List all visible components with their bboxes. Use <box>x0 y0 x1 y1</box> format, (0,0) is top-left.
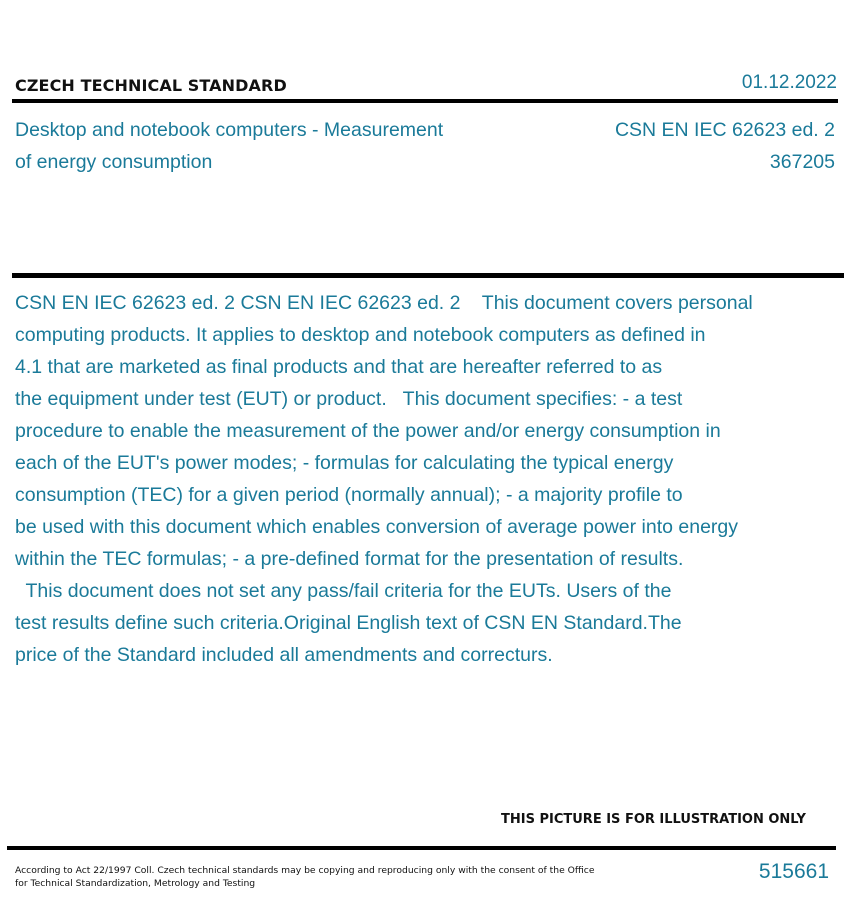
abstract-line: CSN EN IEC 62623 ed. 2 CSN EN IEC 62623 ed. 2 This document covers personal <box>15 292 753 314</box>
abstract-line: the equipment under test (EUT) or product. This document specifies: - a test <box>15 388 683 410</box>
abstract-line: be used with this document which enables conversion of average power into energy <box>15 516 739 538</box>
document-type-label: CZECH TECHNICAL STANDARD <box>15 76 287 95</box>
abstract-line: price of the Standard included all amendments and correcturs. <box>15 644 553 666</box>
legal-notice-line: According to Act 22/1997 Coll. Czech technical standards may be copying and reproducing only with the consent of the Office <box>15 865 595 876</box>
abstract-line: test results define such criteria.Original English text of CSN EN Standard.The <box>15 612 682 634</box>
standard-title-line: of energy consumption <box>15 151 213 173</box>
illustration-disclaimer: THIS PICTURE IS FOR ILLUSTRATION ONLY <box>501 812 806 827</box>
abstract-line: procedure to enable the measurement of the power and/or energy consumption in <box>15 420 721 442</box>
abstract-line: consumption (TEC) for a given period (normally annual); - a majority profile to <box>15 484 683 506</box>
standard-title-line: Desktop and notebook computers - Measurement <box>15 119 444 141</box>
standard-designation: CSN EN IEC 62623 ed. 2 <box>614 119 835 141</box>
catalog-code: 515661 <box>758 860 829 883</box>
legal-notice-line: for Technical Standardization, Metrology and Testing <box>15 878 256 889</box>
top-divider <box>12 99 838 103</box>
standard-title <box>15 114 505 178</box>
abstract-line: This document does not set any pass/fail criteria for the EUTs. Users of the <box>15 580 672 602</box>
middle-divider <box>12 273 844 278</box>
abstract-text <box>15 287 845 671</box>
abstract-line: each of the EUT's power modes; - formulas for calculating the typical energy <box>15 452 674 474</box>
abstract-line: within the TEC formulas; - a pre-defined format for the presentation of results. <box>15 548 684 570</box>
legal-notice <box>15 864 595 890</box>
abstract-line: 4.1 that are marketed as final products and that are hereafter referred to as <box>15 356 663 378</box>
publication-date: 01.12.2022 <box>741 72 837 93</box>
abstract-line: computing products. It applies to desktop and notebook computers as defined in <box>15 324 706 346</box>
classification-number: 367205 <box>769 151 835 173</box>
standard-identification <box>535 114 835 178</box>
bottom-divider <box>7 846 836 850</box>
